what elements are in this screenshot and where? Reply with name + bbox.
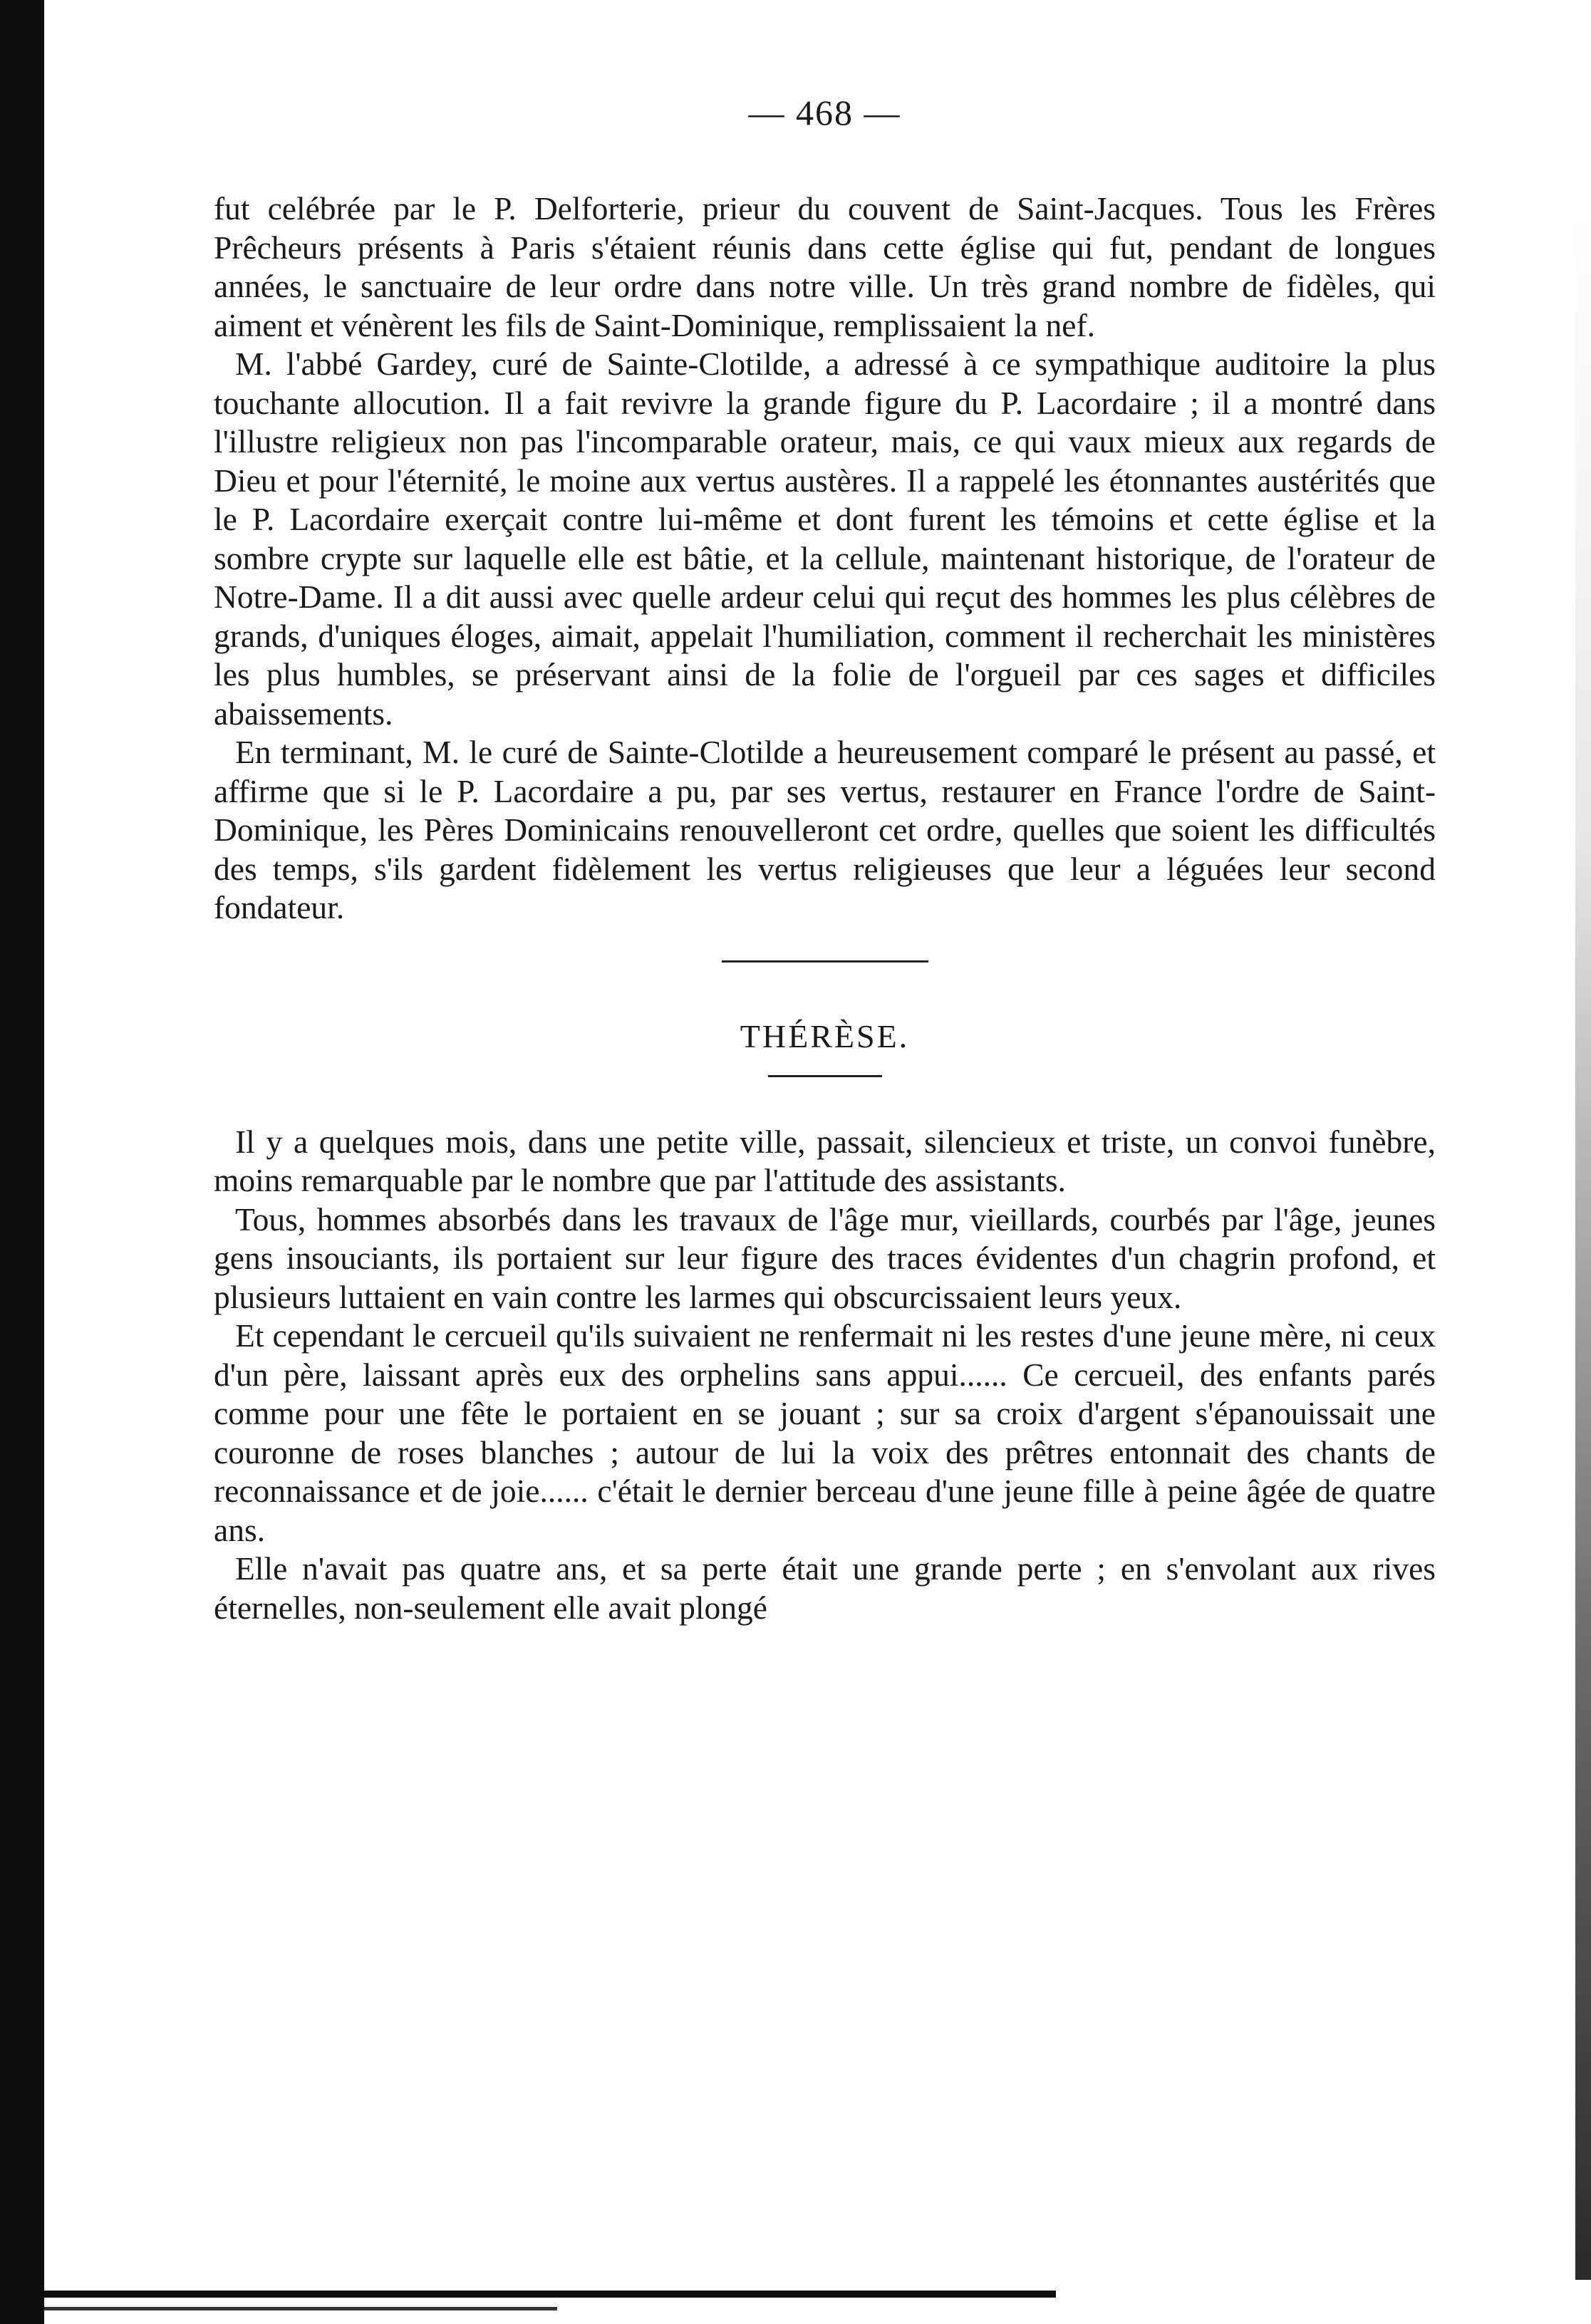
paragraph: M. l'abbé Gardey, curé de Sainte-Clotilde, a adressé à ce sympathique auditoire la plus touchante allocution. Il a fait revivre la grande figure du P. Lacordaire ; il a montré dans l'illustre religieux non pas l'incomparable orateur, mais, ce qui vaux mieux aux regards de Dieu et pour l'éternité, le moine aux vertus austères. Il a rappelé les étonnantes austérités que le P. Lacordaire exerçait contre lui-même et dont furent les témoins et cette église et la sombre crypte sur laquelle elle est bâtie, et la cellule, maintenant historique, de l'orateur de Notre-Dame. Il a dit aussi avec quelle ardeur celui qui reçut des hommes les plus célèbres de grands, d'uniques éloges, aimait, appelait l'humiliation, comment il recherchait les ministères les plus humbles, se préservant ainsi de la folie de l'orgueil par ces sages et difficiles abaissements. [214,346,1436,732]
page-number: — 468 — [748,93,901,133]
section-one-text [214,190,1436,928]
paragraph: En terminant, M. le curé de Sainte-Clotilde a heureusement comparé le présent au passé, et affirme que si le P. Lacordaire a pu, par ses vertus, restaurer en France l'ordre de Saint-Dominique, les Pères Dominicains renouvelleront cet ordre, quelles que soient les difficultés des temps, s'ils gardent fidèlement les vertus religieuses que leur a léguées leur second fondateur. [214,734,1436,925]
section-two-text [214,1123,1436,1628]
paragraph: Et cependant le cercueil qu'ils suivaient ne renfermait ni les restes d'une jeune mère, ni ceux d'un père, laissant après eux des orphelins sans appui...... Ce cercueil, des enfants parés comme pour une fête le portaient en se jouant ; sur sa croix d'argent s'épanouissait une couronne de roses blanches ; autour de lui la voix des prêtres entonnait des chants de reconnaissance et de joie...... c'était le dernier berceau d'une jeune fille à peine âgée de quatre ans. [214,1317,1436,1548]
paragraph: fut celébrée par le P. Delforterie, prieur du couvent de Saint-Jacques. Tous les Frères Prêcheurs présents à Paris s'étaient réunis dans cette église qui fut, pendant de longues années, le sanctuaire de leur ordre dans notre ville. Un très grand nombre de fidèles, qui aiment et vénèrent les fils de Saint-Dominique, remplissaient la nef. [214,190,1436,343]
book-page [214,93,1436,1627]
scan-binding-edge [0,0,44,2324]
section-divider-top [722,960,928,963]
section-divider-bottom [768,1075,882,1077]
paragraph: Elle n'avait pas quatre ans, et sa perte était une grande perte ; en s'envolant aux rives éternelles, non-seulement elle avait plongé [214,1550,1436,1626]
scan-bottom-edge-thin [44,2307,557,2310]
section-title: THÉRÈSE. [740,1017,910,1054]
scan-bottom-edge [44,2291,1056,2298]
paragraph: Tous, hommes absorbés dans les travaux de l'âge mur, vieillards, courbés par l'âge, jeunes gens insouciants, ils portaient sur leur figure des traces évidentes d'un chagrin profond, et plusieurs luttaient en vain contre les larmes qui obscurcissaient leurs yeux. [214,1200,1436,1315]
scan-right-edge-shadow [1575,214,1591,2280]
paragraph: Il y a quelques mois, dans une petite ville, passait, silencieux et triste, un convoi funèbre, moins remarquable par le nombre que par l'attitude des assistants. [214,1123,1436,1198]
